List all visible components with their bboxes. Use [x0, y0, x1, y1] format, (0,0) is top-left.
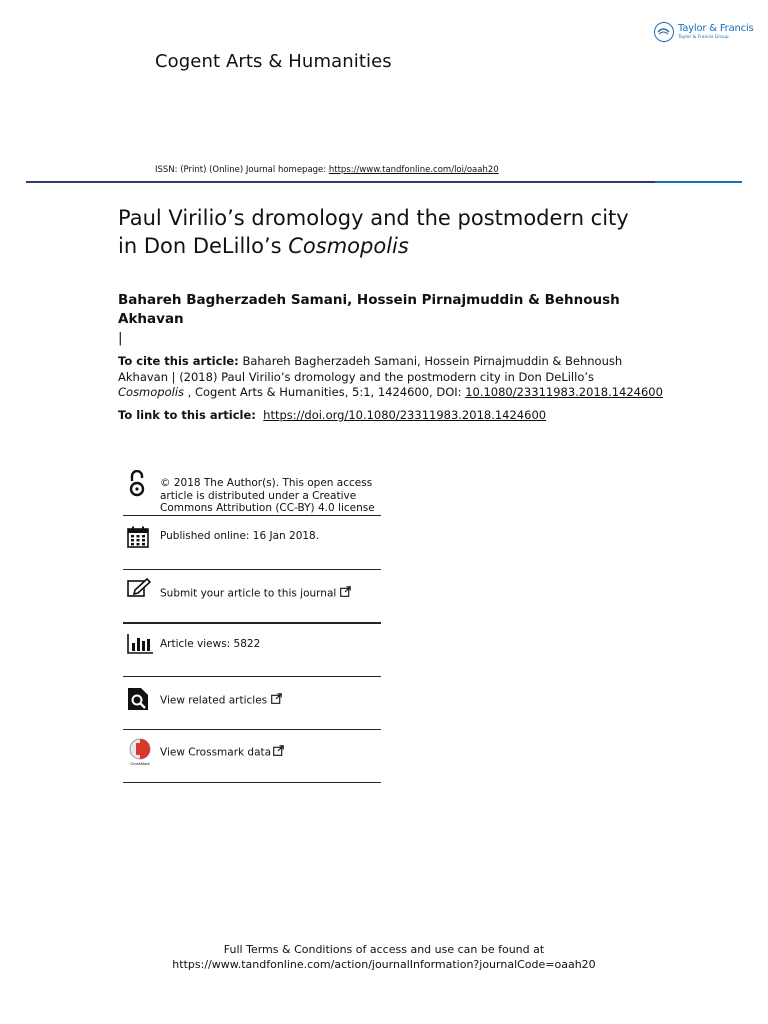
edit-icon	[127, 578, 151, 602]
citation-italic: Cosmopolis	[118, 385, 185, 399]
publisher-group: Taylor & Francis Group	[678, 35, 729, 40]
authors	[118, 291, 678, 348]
citation-block	[118, 354, 663, 401]
citation-text: Bahareh Bagherzadeh Samani, Hossein Pirnajmuddin & Behnoush Akhavan | (2018) Paul Virilio’s dromology and the postmodern city in Don DeLillo’s	[118, 354, 623, 384]
crossmark-label: View Crossmark data	[160, 746, 272, 759]
article-info-list	[123, 468, 381, 783]
publisher-logo-icon	[654, 22, 674, 42]
article-title	[118, 204, 678, 260]
footer-terms-text: Full Terms & Conditions of access and use can be found at	[223, 943, 545, 956]
article-title-line1: Paul Virilio’s dromology and the postmodern city	[118, 206, 629, 230]
header-divider-accent	[655, 181, 742, 183]
related-label: View related articles	[160, 694, 268, 707]
published-row	[123, 516, 381, 570]
article-views: Article views: 5822	[160, 638, 261, 650]
citation-doi-link[interactable]: 10.1080/23311983.2018.1424600	[465, 385, 663, 399]
authors-names: Bahareh Bagherzadeh Samani, Hossein Pirnajmuddin & Behnoush Akhavan	[118, 292, 620, 327]
publisher-name: Taylor & Francis	[678, 23, 754, 34]
issn-line	[155, 165, 499, 175]
bar-chart-icon	[127, 634, 153, 658]
footer	[0, 942, 768, 972]
related-row[interactable]	[123, 677, 381, 730]
external-link-icon	[340, 586, 351, 601]
journal-homepage-link[interactable]: https://www.tandfonline.com/loi/oaah20	[328, 165, 499, 175]
article-link-label: To link to this article:	[118, 408, 256, 422]
article-title-line2	[118, 232, 678, 260]
license-row	[123, 468, 381, 516]
external-link-icon	[271, 693, 282, 708]
crossmark-icon	[127, 738, 153, 770]
calendar-icon	[127, 526, 149, 552]
open-access-icon	[127, 470, 147, 502]
authors-separator: |	[118, 330, 123, 346]
related-articles-link[interactable]	[160, 693, 282, 708]
issn-text: ISSN: (Print) (Online) Journal homepage:	[155, 165, 329, 175]
external-link-icon	[273, 745, 284, 760]
related-articles-icon	[127, 687, 149, 715]
article-link-block	[118, 408, 663, 424]
submit-row[interactable]	[123, 570, 381, 624]
submit-link[interactable]	[160, 586, 351, 601]
article-title-line2-text: in Don DeLillo’s	[118, 234, 289, 258]
views-row	[123, 624, 381, 677]
crossmark-logo-text: CrossMark	[130, 761, 150, 766]
submit-label: Submit your article to this journal	[160, 587, 337, 600]
published-date: Published online: 16 Jan 2018.	[160, 530, 320, 542]
footer-terms-url[interactable]: https://www.tandfonline.com/action/journalInformation?journalCode=oaah20	[172, 958, 596, 971]
article-title-italic: Cosmopolis	[288, 234, 409, 258]
article-doi-link[interactable]: https://doi.org/10.1080/23311983.2018.1424600	[263, 408, 547, 422]
header-divider	[26, 181, 742, 183]
license-text: © 2018 The Author(s). This open access article is distributed under a Creative Commons Attribution (CC-BY) 4.0 license	[160, 477, 375, 514]
publisher-logo[interactable]	[654, 22, 754, 48]
crossmark-link[interactable]	[160, 745, 284, 760]
crossmark-row[interactable]	[123, 730, 381, 783]
journal-title: Cogent Arts & Humanities	[155, 51, 392, 72]
citation-text-2: , Cogent Arts & Humanities, 5:1, 1424600, DOI:	[184, 385, 466, 399]
citation-label: To cite this article:	[118, 354, 239, 368]
